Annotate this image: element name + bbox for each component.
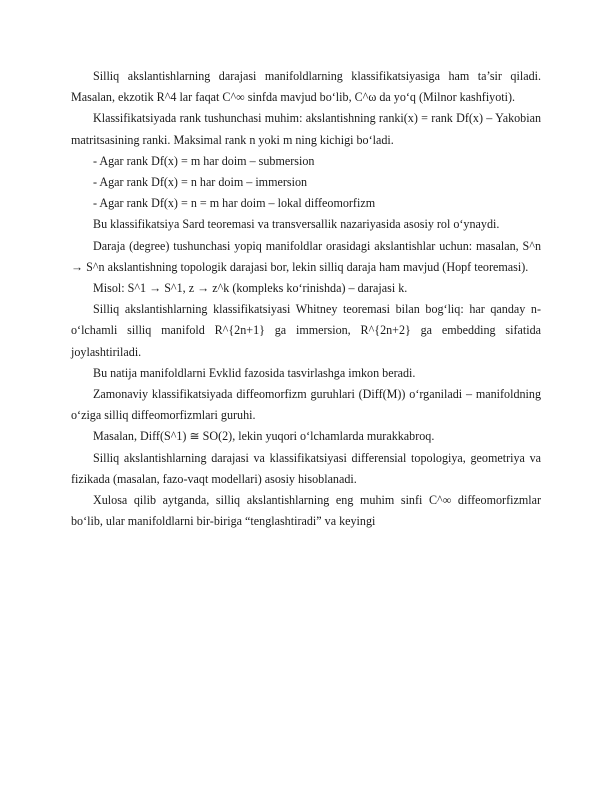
paragraph-whitney-theorem: Silliq akslantishlarning klassifikatsiyasi Whitney teoremasi bilan bog‘liq: har qanday n-o‘lchamli silliq manifold R^{2n+1} ga immersion, R^{2n+2} ga embedding sifatida joylashtiriladi. — [71, 302, 541, 359]
paragraph-diff-s1-example: Masalan, Diff(S^1) ≅ SO(2), lekin yuqori o‘lchamlarda murakkabroq. — [93, 429, 435, 444]
paragraph-sard-theorem: Bu klassifikatsiya Sard teoremasi va transversallik nazariyasida asosiy rol o‘ynaydi. — [93, 217, 500, 232]
paragraph-hopf-theorem: Daraja (degree) tushunchasi yopiq manifoldlar orasidagi akslantishlar uchun: masalan, S^n → S^n akslantishning topologik darajasi bor, lekin silliq daraja ham mavjud (Hopf teoremasi). — [71, 238, 541, 274]
paragraph-example-circle: Misol: S^1 → S^1, z → z^k (kompleks ko‘rinishda) – darajasi k. — [93, 281, 408, 296]
paragraph-applications: Silliq akslantishlarning darajasi va klassifikatsiyasi differensial topologiya, geometriya va fizikada (masalan, fazo-vaqt modellari) asosiy hisoblanadi. — [71, 450, 541, 486]
paragraph-conclusion: Xulosa qilib aytganda, silliq akslantishlarning eng muhim sinfi C^∞ diffeomorfizmlar bo‘lib, ular manifoldlarni bir-biriga “tenglashtiradi” va keyingi — [71, 493, 541, 529]
list-item-immersion: - Agar rank Df(x) = n har doim – immersion — [93, 175, 308, 190]
list-item-local-diffeomorphism: - Agar rank Df(x) = n = m har doim – lokal diffeomorfizm — [93, 196, 376, 211]
list-item-submersion: - Agar rank Df(x) = m har doim – submersion — [93, 153, 315, 168]
paragraph-euclidean-embedding: Bu natija manifoldlarni Evklid fazosida tasvirlashga imkon beradi. — [93, 365, 416, 380]
document-body — [71, 66, 541, 532]
paragraph-rank-concept: Klassifikatsiyada rank tushunchasi muhim: akslantishning ranki(x) = rank Df(x) – Yakobian matritsasining ranki. Maksimal rank n yoki m ning kichigi bo‘ladi. — [71, 111, 541, 147]
paragraph-degree-intro: Silliq akslantishlarning darajasi manifoldlarning klassifikatsiyasiga ham ta’sir qiladi. Masalan, ekzotik R^4 lar faqat C^∞ sinfda mavjud bo‘lib, C^ω da yo‘q (Milnor kashfiyoti). — [71, 69, 541, 105]
paragraph-diffeomorphism-groups: Zamonaviy klassifikatsiyada diffeomorfizm guruhlari (Diff(M)) o‘rganiladi – manifoldning o‘ziga silliq diffeomorfizmlari guruhi. — [71, 387, 541, 423]
